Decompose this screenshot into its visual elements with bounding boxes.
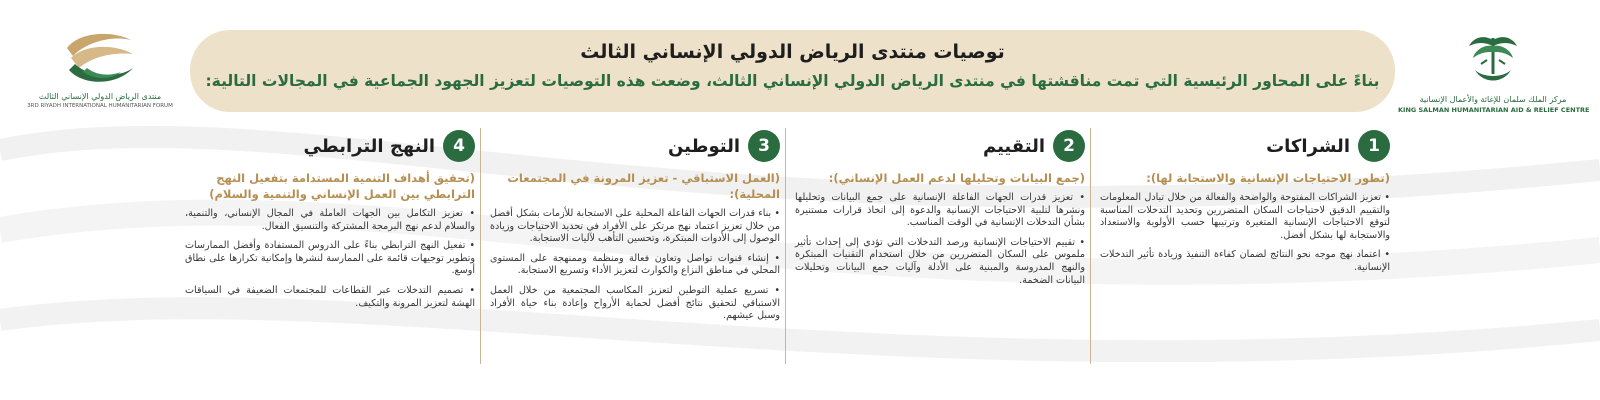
column-subtitle: (العمل الاستباقي - تعزيز المرونة في المجتمعات المحلية): <box>507 171 780 201</box>
list-item: • تعزيز التكامل بين الجهات العاملة في المجال الإنساني، والتنمية، والسلام لدعم نهج البرمجة المشتركة والتنسيق الفعال. <box>185 208 475 232</box>
column-title: التقييم <box>982 135 1045 157</box>
list-item: • إنشاء قنوات تواصل وتعاون فعالة ومنظمة وممنهجة على المستوى المحلي في مناطق النزاع والكوارث لتعزيز الأداء وتسريع الاستجابة. <box>490 252 780 277</box>
ksrelief-logo-english: KING SALMAN HUMANITARIAN AID & RELIEF CENTRE <box>1398 106 1590 114</box>
column-items <box>1100 192 1390 275</box>
number-badge: 2 <box>1053 130 1085 162</box>
list-item: • تعزيز قدرات الجهات الفاعلة الإنسانية على جمع البيانات وتحليلها ونشرها لتلبية الاحتياجات الإنسانية والدعوة إلى اتخاذ قرارات مستنيرة بشأن التدخلات الإنسانية في الوقت المناسب. <box>795 192 1085 229</box>
column-header <box>1100 128 1390 164</box>
header-banner <box>190 30 1395 112</box>
number-badge: 4 <box>443 130 475 162</box>
column-localization <box>490 128 780 390</box>
column-nexus-approach <box>185 128 475 390</box>
list-item: • بناء قدرات الجهات الفاعلة المحلية على الاستجابة للأزمات بشكل أفضل من خلال تعزيز اعتماد نهج مرتكز على الأفراد في تحديد الاحتياجات وزيادة الوصول إلى الأدوات المبتكرة، وتحسين التأهب لآليات الاستجابة. <box>490 208 780 245</box>
list-item: • اعتماد نهج موجه نحو النتائج لضمان كفاءة التنفيذ وزيادة تأثير التدخلات الإنسانية. <box>1100 249 1390 273</box>
column-subtitle: (جمع البيانات وتحليلها لدعم العمل الإنساني): <box>828 171 1085 185</box>
page-title: توصيات منتدى الرياض الدولي الإنساني الثالث <box>580 41 1005 63</box>
column-header <box>795 128 1085 164</box>
forum-logo <box>20 28 180 128</box>
list-item: • تفعيل النهج الترابطي بناءً على الدروس المستفادة وأفضل الممارسات وتطوير توجيهات قائمة على الممارسة لنشرها وإمكانية تكرارها على نطاق أوسع. <box>185 240 475 277</box>
number-badge: 3 <box>748 130 780 162</box>
number-badge: 1 <box>1358 130 1390 162</box>
list-item: • تعزيز الشراكات المفتوحة والواضحة والفعالة من خلال تبادل المعلومات والتقييم الدقيق لاحتياجات السكان المتضررين وتحديد التدخلات المناسبة لتوقع الاحتياجات الإنسانية المتغيرة وترتيبها حسب الأولوية والاستعداد والاستجابة لها بشكل أفضل. <box>1100 192 1390 241</box>
ksrelief-palm-emblem-icon <box>1463 30 1523 92</box>
column-items <box>490 208 780 323</box>
ksrelief-logo-arabic: مركز الملك سلمان للإغاثة والأعمال الإنسانية <box>1419 95 1567 104</box>
column-header <box>185 128 475 164</box>
column-items <box>795 192 1085 287</box>
list-item: • تقييم الاحتياجات الإنسانية ورصد التدخلات التي تؤدي إلى إحداث تأثير ملموس على السكان المتضررين من خلال استخدام التقنيات المبتكرة والنهج المدروسة والمبنية على الأدلة وآليات جمع البيانات وتحليلات البيانات الضخمة. <box>795 236 1085 286</box>
column-divider <box>480 128 481 364</box>
column-items <box>185 208 475 310</box>
column-partnerships <box>1100 128 1390 390</box>
column-title: الشراكات <box>1266 135 1350 157</box>
column-title: النهج الترابطي <box>303 135 435 157</box>
column-subtitle: (تحقيق أهداف التنمية المستدامة بتفعيل النهج الترابطي بين العمل الإنساني والتنمية والسلام) <box>209 171 475 201</box>
page-subtitle: بناءً على المحاور الرئيسية التي تمت مناقشتها في منتدى الرياض الدولي الإنساني الثالث، وضعت هذه التوصيات لتعزيز الجهود الجماعية في المجالات التالية: <box>205 72 1380 90</box>
list-item: • تسريع عملية التوطين لتعزيز المكاسب المجتمعية من خلال العمل الاستباقي لتحقيق نتائج أفضل لحماية الأرواح وإعادة بناء حياة الأفراد وسبل عيشهم. <box>490 284 780 322</box>
forum-logo-arabic: منتدى الرياض الدولي الإنساني الثالث <box>38 92 162 101</box>
column-divider <box>1090 128 1091 364</box>
list-item: • تصميم التدخلات عبر القطاعات للمجتمعات الضعيفة في السياقات الهشة لتعزيز المرونة والتكيف. <box>185 284 475 309</box>
forum-emblem-icon <box>59 28 141 90</box>
column-header <box>490 128 780 164</box>
column-title: التوطين <box>667 135 740 157</box>
forum-logo-english: 3RD RIYADH INTERNATIONAL HUMANITARIAN FORUM <box>27 103 173 109</box>
column-subtitle: (تطور الاحتياجات الإنسانية والاستجابة لها): <box>1146 171 1390 185</box>
column-assessment <box>795 128 1085 390</box>
column-divider <box>785 128 786 364</box>
ksrelief-logo <box>1398 30 1588 130</box>
